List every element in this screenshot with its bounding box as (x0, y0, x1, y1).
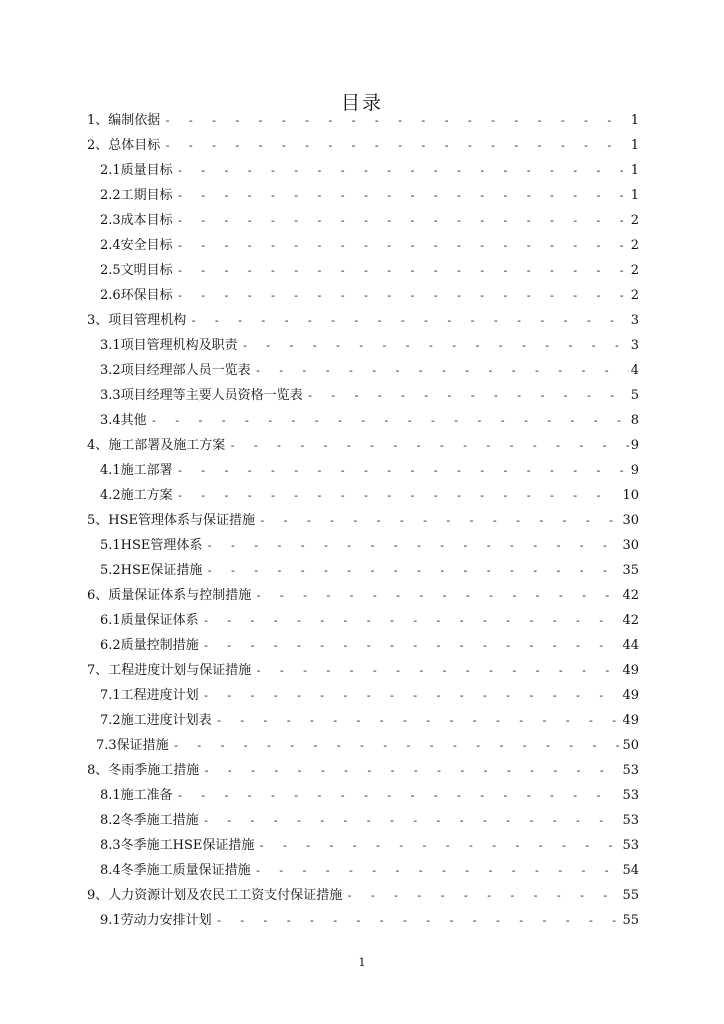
dot-leader (203, 683, 621, 708)
dot-leader (255, 658, 620, 683)
toc-entry-page: 35 (622, 563, 639, 578)
toc-entry-page: 1 (630, 113, 639, 128)
toc-entry-text: 5、HSE管理体系与保证措施 (87, 513, 256, 528)
toc-entry[interactable] (87, 233, 639, 258)
toc-entry-text: 2、总体目标 (87, 138, 161, 153)
dot-leader (255, 583, 620, 608)
toc-list (87, 108, 639, 933)
dot-leader (151, 408, 629, 433)
dot-leader (203, 758, 620, 783)
toc-entry[interactable] (87, 833, 639, 858)
toc-entry-page: 10 (622, 488, 639, 503)
toc-entry-text: 2.3成本目标 (100, 213, 173, 228)
dot-leader (255, 858, 621, 883)
dot-leader (164, 133, 628, 158)
dot-leader (203, 608, 621, 633)
dot-leader (177, 783, 621, 808)
dot-leader (177, 483, 621, 508)
toc-entry-page: 53 (622, 788, 639, 803)
toc-entry-text: 8.4冬季施工质量保证措施 (100, 863, 251, 878)
toc-entry-text: 5.2HSE保证措施 (100, 563, 203, 578)
toc-entry-text: 4.1施工部署 (100, 463, 173, 478)
toc-entry[interactable] (87, 333, 639, 358)
dot-leader (216, 708, 621, 733)
toc-entry-page: 1 (630, 163, 639, 178)
toc-entry[interactable] (87, 383, 639, 408)
toc-entry[interactable] (87, 408, 639, 433)
dot-leader (255, 358, 629, 383)
toc-entry-text: 7.1工程进度计划 (100, 688, 199, 703)
toc-entry-page: 2 (630, 238, 639, 253)
toc-entry[interactable] (87, 908, 639, 933)
toc-entry-text: 6.1质量保证体系 (100, 613, 199, 628)
toc-entry[interactable] (87, 258, 639, 283)
toc-entry-page: 54 (622, 863, 639, 878)
dot-leader (177, 283, 629, 308)
toc-entry-text: 3.2项目经理部人员一览表 (100, 363, 251, 378)
toc-entry-page: 53 (622, 838, 639, 853)
toc-entry-text: 4、施工部署及施工方案 (87, 438, 226, 453)
toc-entry[interactable] (87, 758, 639, 783)
toc-entry-text: 6、质量保证体系与控制措施 (87, 588, 252, 603)
toc-entry-text: 5.1HSE管理体系 (100, 538, 203, 553)
toc-entry-text: 8.2冬季施工措施 (100, 813, 199, 828)
dot-leader (177, 158, 629, 183)
toc-entry-text: 2.5文明目标 (100, 263, 173, 278)
dot-leader (203, 808, 621, 833)
toc-entry-page: 3 (630, 313, 639, 328)
toc-entry[interactable] (87, 308, 639, 333)
dot-leader (173, 733, 621, 758)
dot-leader (177, 183, 629, 208)
toc-entry-text: 8.1施工准备 (100, 788, 173, 803)
toc-entry[interactable] (87, 533, 639, 558)
toc-entry[interactable] (87, 133, 639, 158)
toc-entry-page: 49 (622, 688, 639, 703)
dot-leader (307, 383, 629, 408)
toc-entry[interactable] (87, 583, 639, 608)
dot-leader (177, 258, 629, 283)
toc-entry[interactable] (87, 208, 639, 233)
toc-entry-page: 50 (622, 738, 639, 753)
toc-entry-page: 5 (630, 388, 639, 403)
toc-entry-page: 49 (622, 713, 639, 728)
toc-entry[interactable] (87, 733, 639, 758)
toc-entry[interactable] (87, 683, 639, 708)
toc-entry[interactable] (87, 508, 639, 533)
toc-entry-text: 3.1项目管理机构及职责 (100, 338, 238, 353)
toc-entry[interactable] (87, 658, 639, 683)
toc-entry-page: 30 (622, 538, 639, 553)
toc-entry-page: 4 (630, 363, 639, 378)
toc-entry-page: 2 (630, 288, 639, 303)
toc-entry-page: 53 (622, 763, 639, 778)
toc-entry[interactable] (87, 708, 639, 733)
toc-entry-page: 42 (622, 588, 639, 603)
dot-leader (177, 458, 629, 483)
toc-entry-text: 2.2工期目标 (100, 188, 173, 203)
dot-leader (216, 908, 621, 933)
toc-entry[interactable] (87, 858, 639, 883)
dot-leader (242, 333, 629, 358)
toc-entry-text: 1、编制依据 (87, 113, 161, 128)
toc-entry-page: 44 (622, 638, 639, 653)
toc-entry-text: 3、项目管理机构 (87, 313, 187, 328)
dot-leader (206, 558, 620, 583)
dot-leader (206, 533, 620, 558)
dot-leader (164, 108, 628, 133)
toc-entry[interactable] (87, 108, 639, 133)
toc-entry-text: 7.3保证措施 (96, 738, 169, 753)
toc-entry-text: 7、工程进度计划与保证措施 (87, 663, 252, 678)
toc-entry-page: 53 (622, 813, 639, 828)
dot-leader (177, 233, 629, 258)
toc-entry[interactable] (87, 883, 639, 908)
toc-entry-page: 8 (630, 413, 639, 428)
toc-entry-text: 7.2施工进度计划表 (100, 713, 212, 728)
toc-entry[interactable] (87, 183, 639, 208)
toc-entry-text: 4.2施工方案 (100, 488, 173, 503)
toc-entry-page: 2 (630, 213, 639, 228)
toc-entry-page: 55 (622, 913, 639, 928)
toc-entry[interactable] (87, 158, 639, 183)
toc-entry[interactable] (87, 283, 639, 308)
toc-entry-text: 2.1质量目标 (100, 163, 173, 178)
toc-entry-page: 30 (622, 513, 639, 528)
toc-entry-page: 42 (622, 613, 639, 628)
dot-leader (190, 308, 628, 333)
toc-entry-text: 8.3冬季施工HSE保证措施 (100, 838, 255, 853)
toc-entry-text: 2.4安全目标 (100, 238, 173, 253)
toc-entry-page: 1 (630, 188, 639, 203)
toc-entry-page: 1 (630, 138, 639, 153)
toc-entry-text: 9.1劳动力安排计划 (100, 913, 212, 928)
toc-entry-page: 9 (630, 463, 639, 478)
dot-leader (203, 633, 621, 658)
toc-entry-page: 3 (630, 338, 639, 353)
toc-entry-text: 3.3项目经理等主要人员资格一览表 (100, 388, 303, 403)
toc-entry-page: 9 (630, 438, 639, 453)
dot-leader (177, 208, 629, 233)
toc-entry-page: 55 (622, 888, 639, 903)
toc-entry-text: 8、冬雨季施工措施 (87, 763, 200, 778)
toc-entry[interactable] (87, 783, 639, 808)
toc-entry[interactable] (87, 483, 639, 508)
toc-entry[interactable] (87, 433, 639, 458)
toc-entry[interactable] (87, 458, 639, 483)
toc-entry-text: 9、人力资源计划及农民工工资支付保证措施 (87, 888, 343, 903)
page-number: 1 (358, 956, 366, 969)
toc-entry[interactable] (87, 633, 639, 658)
toc-entry[interactable] (87, 558, 639, 583)
toc-entry-text: 2.6环保目标 (100, 288, 173, 303)
toc-title: 目录 (340, 92, 383, 114)
toc-entry-page: 2 (630, 263, 639, 278)
dot-leader (259, 508, 620, 533)
toc-entry[interactable] (87, 808, 639, 833)
toc-entry[interactable] (87, 358, 639, 383)
toc-entry[interactable] (87, 608, 639, 633)
dot-leader (346, 883, 620, 908)
toc-entry-text: 6.2质量控制措施 (100, 638, 199, 653)
dot-leader (229, 433, 628, 458)
toc-entry-page: 49 (622, 663, 639, 678)
toc-entry-text: 3.4其他 (100, 413, 147, 428)
dot-leader (258, 833, 620, 858)
